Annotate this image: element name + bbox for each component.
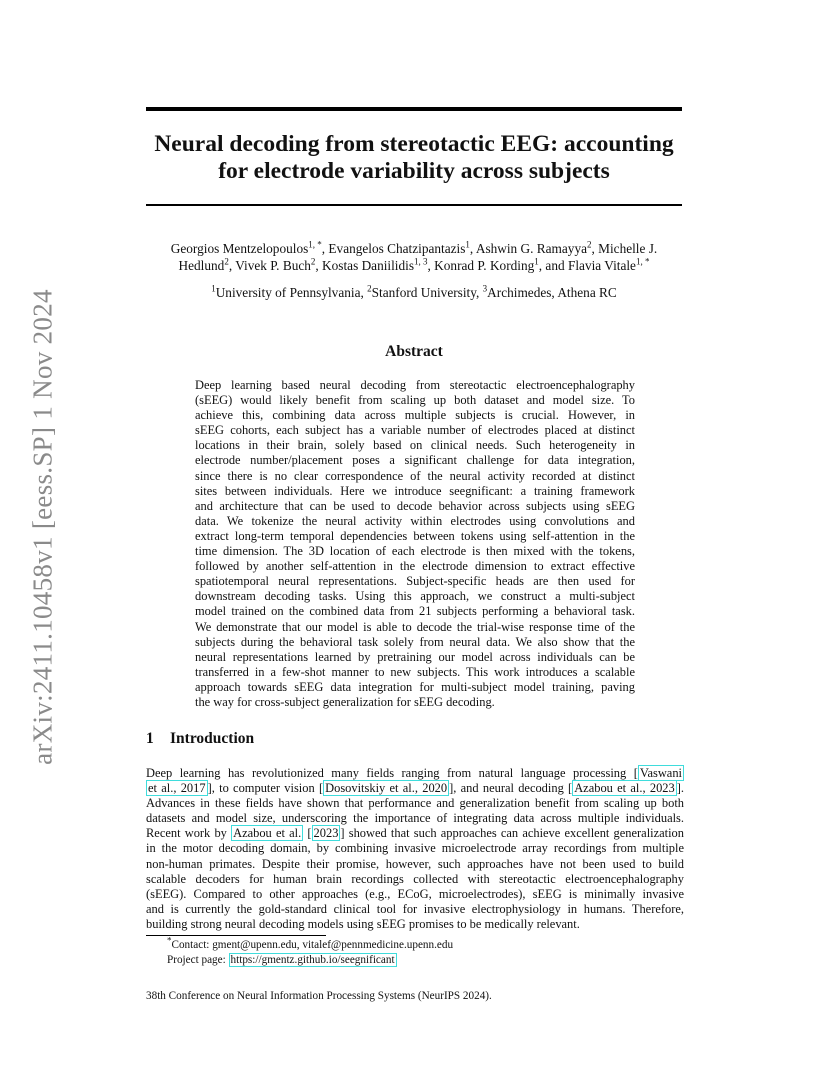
section-heading: [146, 730, 254, 748]
affiliation: University of Pennsylvania,: [215, 285, 368, 300]
title-bottom-rule: [146, 204, 682, 206]
author-name: , Konrad P. Kording: [427, 258, 535, 273]
footnote-mark: *: [167, 935, 172, 946]
text-line: Advances in these fields have shown that performance and generalization benefit from scaling up both: [146, 796, 684, 811]
title-line: for electrode variability across subjects: [218, 158, 610, 184]
author-affil-mark: 2: [587, 239, 592, 250]
abstract-line: We demonstrate that our model is able to decode the trial-wise response time of the: [195, 619, 635, 634]
text-line: Deep learning has revolutionized many fields ranging from natural language processing [ Vaswani: [146, 766, 682, 780]
footnote-rule: [146, 935, 326, 936]
footnote: [167, 935, 454, 968]
abstract-line: locations in their brain, solely based on clinical needs. Such heterogeneity in: [195, 438, 635, 453]
author-affil-mark: 1: [534, 256, 539, 267]
text-run: Recent work by: [146, 826, 232, 841]
conference-note: 38th Conference on Neural Information Processing Systems (NeurIPS 2024).: [146, 990, 492, 1002]
text-run: [: [303, 826, 312, 841]
author-name: , Kostas Daniilidis: [315, 258, 415, 273]
abstract-line: downstream decoding tasks. Using this approach, we construct a multi-subject: [195, 589, 635, 604]
text-line: scalable decoders for human brain recordings collected with stereotactic electroencephalography: [146, 871, 684, 886]
citation-link[interactable]: Dosovitskiy et al., 2020: [325, 781, 448, 796]
affil-mark: 3: [482, 283, 488, 294]
abstract-heading: Abstract: [385, 343, 443, 360]
abstract-line: electrode number/placement poses a significant challenge for data integration,: [195, 453, 635, 468]
author-affil-mark: 1, 3: [414, 256, 428, 267]
text-line: datasets and model size, underscoring the importance of integrating data across multiple individuals.: [146, 811, 684, 826]
text-line: non-human primates. Despite their promise, however, such approaches have not been used to build: [146, 856, 684, 871]
author-affil-mark: 1, *: [635, 256, 650, 267]
citation-link[interactable]: Azabou et al.: [233, 826, 302, 841]
affiliation: Archimedes, Athena RC: [487, 285, 617, 300]
text-run: Deep learning has revolutionized many fields ranging from natural language processing: [146, 766, 634, 780]
footnote-contact: [167, 935, 454, 953]
abstract-line: transferred in a few-shot manner to new subjects. This work introduces a scalable: [195, 664, 635, 679]
text-line: building strong neural decoding models using sEEG promises to be medically relevant.: [146, 916, 580, 931]
text-run: ] showed that such approaches can achieve excellent generalization: [340, 826, 684, 841]
author-line: [146, 257, 682, 274]
author-affil-mark: 1: [465, 239, 470, 250]
author-name: Georgios Mentzelopoulos: [170, 241, 309, 256]
citation-link[interactable]: et al., 2017: [148, 781, 206, 796]
abstract-line: spatiotemporal neural representations. Subject-specific heads are then used for: [195, 574, 635, 589]
author-line: [146, 240, 682, 257]
abstract-line: neural representations learned by pretraining our model across individuals can be: [195, 649, 635, 664]
abstract-body: [195, 378, 635, 710]
text-run: ], to computer vision [: [207, 781, 324, 796]
text-line: in the motor decoding domain, by combining invasive microelectrode array recordings from multiple: [146, 841, 684, 856]
affiliation: Stanford University,: [371, 285, 483, 300]
affil-mark: 1: [211, 283, 216, 294]
citation-link[interactable]: Vaswani: [639, 766, 682, 780]
abstract-line: achieve this, combining data across multiple subjects is crucial. However, in: [195, 408, 635, 423]
author-name: , Vivek P. Buch: [228, 258, 311, 273]
abstract-line: since there is no clear correspondence of the neural activity recorded at distinct: [195, 468, 635, 483]
arxiv-stamp: arXiv:2411.10458v1 [eess.SP] 1 Nov 2024: [27, 289, 58, 765]
text-line: and is currently the gold-standard clinical tool for invasive electrophysiology in humans. Therefore,: [146, 901, 684, 916]
text-run: ].: [676, 781, 684, 796]
citation-link[interactable]: 2023: [313, 826, 339, 841]
affiliations: [146, 284, 682, 301]
project-page-link[interactable]: https://gmentz.github.io/seegnificant: [230, 954, 395, 966]
text-line: [146, 781, 684, 796]
abstract-line: sEEG cohorts, each subject has a variable number of electrodes placed at distinct: [195, 423, 635, 438]
paper-title: [146, 131, 682, 185]
abstract-line: Deep learning based neural decoding from stereotactic electroencephalography: [195, 378, 635, 392]
abstract-line: and architecture that can be used to decode behavior across subjects using sEEG: [195, 498, 635, 513]
author-affil-mark: 2: [224, 256, 229, 267]
abstract-line: approach towards sEEG data integration for multi-subject model training, paving: [195, 679, 635, 694]
author-name: Hedlund: [178, 258, 225, 273]
project-label: Project page:: [167, 954, 229, 966]
abstract-line: extract long-term temporal dependencies between tokens using self-attention in the: [195, 528, 635, 543]
abstract-line: model trained on the combined data from 21 subjects performing a behavioral task.: [195, 604, 635, 619]
author-name: , Michelle J.: [591, 241, 658, 256]
section-number: 1: [146, 730, 154, 747]
abstract-line: the way for cross-subject generalization for sEEG decoding.: [195, 694, 495, 709]
abstract-line: sites between individuals. Here we introduce seegnificant: a training framework: [195, 483, 635, 498]
abstract-line: (sEEG) would likely benefit from scaling up both dataset and model size. To: [195, 393, 635, 408]
abstract-line: subjects during the behavioral task solely from neural data. We also show that the: [195, 634, 635, 649]
intro-paragraph: [146, 766, 684, 932]
text-run: ], and neural decoding [: [449, 781, 573, 796]
author-name: , Evangelos Chatzipantazis: [321, 241, 466, 256]
author-affil-mark: 1, *: [308, 239, 322, 250]
title-top-rule: [146, 107, 682, 111]
footnote-project: [167, 953, 453, 968]
author-name: , Ashwin G. Ramayya: [469, 241, 587, 256]
title-line: Neural decoding from stereotactic EEG: accounting: [154, 131, 674, 157]
abstract-line: time dimension. The 3D location of each electrode is then mixed with the tokens,: [195, 544, 635, 559]
author-affil-mark: 2: [310, 256, 316, 267]
citation-link[interactable]: Azabou et al., 2023: [574, 781, 675, 796]
text-line: (sEEG). Compared to other approaches (e.g., ECoG, microelectrodes), sEEG is minimally invasive: [146, 886, 684, 901]
author-list: [146, 240, 682, 274]
affil-mark: 2: [367, 283, 372, 294]
text-line: [146, 826, 684, 841]
abstract-line: data. We tokenize the neural activity within electrodes using convolutions and: [195, 513, 635, 528]
abstract-line: followed by another self-attention in the electrode dimension to extract effective: [195, 559, 635, 574]
contact-text: Contact: gment@upenn.edu, vitalef@pennmedicine.upenn.edu: [171, 939, 454, 951]
author-name: , and Flavia Vitale: [538, 258, 636, 273]
section-title: Introduction: [170, 730, 255, 747]
